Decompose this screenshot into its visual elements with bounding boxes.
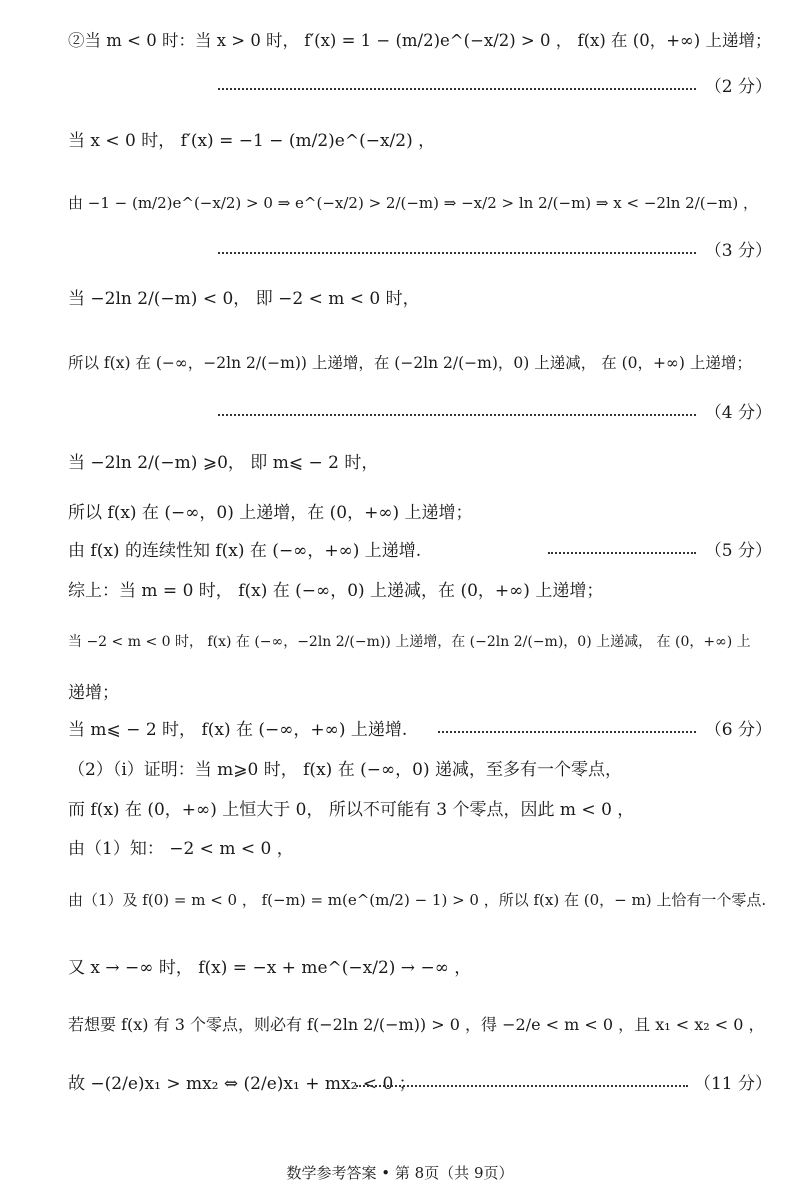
text-line: 递增； (68, 683, 119, 703)
text-line: （2）（i）证明：当 m⩾0 时， f(x) 在 (−∞，0) 递减，至多有一个零点， (68, 760, 622, 780)
text-line: 由 f(x) 的连续性知 f(x) 在 (−∞，+∞) 上递增. (68, 541, 422, 561)
score-row (548, 540, 772, 562)
score-label: （11 分） (690, 1073, 772, 1095)
page-footer: 数学参考答案 • 第 8页（共 9页） (286, 1164, 514, 1182)
score-label: （5 分） (701, 540, 772, 562)
text-line: 所以 f(x) 在 (−∞，0) 上递增，在 (0，+∞) 上递增； (68, 503, 473, 523)
score-row (356, 1073, 772, 1095)
text-line: ②当 m < 0 时：当 x > 0 时， f′(x) = 1 − (m/2)e^(−x/2) > 0 ， f(x) 在 (0，+∞) 上递增； (68, 31, 772, 50)
text-line: 而 f(x) 在 (0，+∞) 上恒大于 0， 所以不可能有 3 个零点，因此 m < 0 ， (68, 800, 635, 820)
score-label: （3 分） (701, 240, 772, 262)
score-label: （2 分） (701, 76, 772, 98)
text-line: 由（1）知： −2 < m < 0 ， (68, 839, 294, 859)
text-line: 若想要 f(x) 有 3 个零点，则必有 f(−2ln 2/(−m)) > 0 ，得 −2/e < m < 0 ，且 x₁ < x₂ < 0 ， (68, 1015, 765, 1034)
text-line: 所以 f(x) 在 (−∞，−2ln 2/(−m)) 上递增，在 (−2ln 2/(−m)，0) 上递减， 在 (0，+∞) 上递增； (68, 354, 752, 372)
score-row (438, 719, 772, 741)
text-line: 当 m⩽ − 2 时， f(x) 在 (−∞，+∞) 上递增. (68, 720, 408, 740)
text-line: 由（1）及 f(0) = m < 0 ， f(−m) = m(e^(m/2) − 1) > 0 ，所以 f(x) 在 (0，− m) 上恰有一个零点. (68, 891, 767, 909)
text-line: 综上：当 m = 0 时， f(x) 在 (−∞，0) 上递减，在 (0，+∞) 上递增； (68, 581, 604, 601)
text-line: 由 −1 − (m/2)e^(−x/2) > 0 ⇒ e^(−x/2) > 2/(−m) ⇒ −x/2 > ln 2/(−m) ⇒ x < −2ln 2/(−m) ， (68, 194, 759, 212)
score-row (218, 240, 772, 262)
score-row (218, 76, 772, 98)
text-line: 当 x < 0 时， f′(x) = −1 − (m/2)e^(−x/2) ， (68, 131, 436, 151)
text-line: 当 −2 < m < 0 时， f(x) 在 (−∞，−2ln 2/(−m)) 上递增，在 (−2ln 2/(−m)，0) 上递减， 在 (0，+∞) 上 (68, 634, 751, 650)
text-line: 当 −2ln 2/(−m) < 0， 即 −2 < m < 0 时， (68, 289, 420, 309)
text-line: 故 −(2/e)x₁ > mx₂ ⇔ (2/e)x₁ + mx₂ < 0 ； (68, 1074, 416, 1094)
score-row (218, 402, 772, 424)
score-label: （4 分） (701, 402, 772, 424)
score-label: （6 分） (701, 719, 772, 741)
text-line: 又 x → −∞ 时， f(x) = −x + me^(−x/2) → −∞ ， (68, 958, 472, 978)
text-line: 当 −2ln 2/(−m) ⩾0， 即 m⩽ − 2 时， (68, 453, 379, 473)
